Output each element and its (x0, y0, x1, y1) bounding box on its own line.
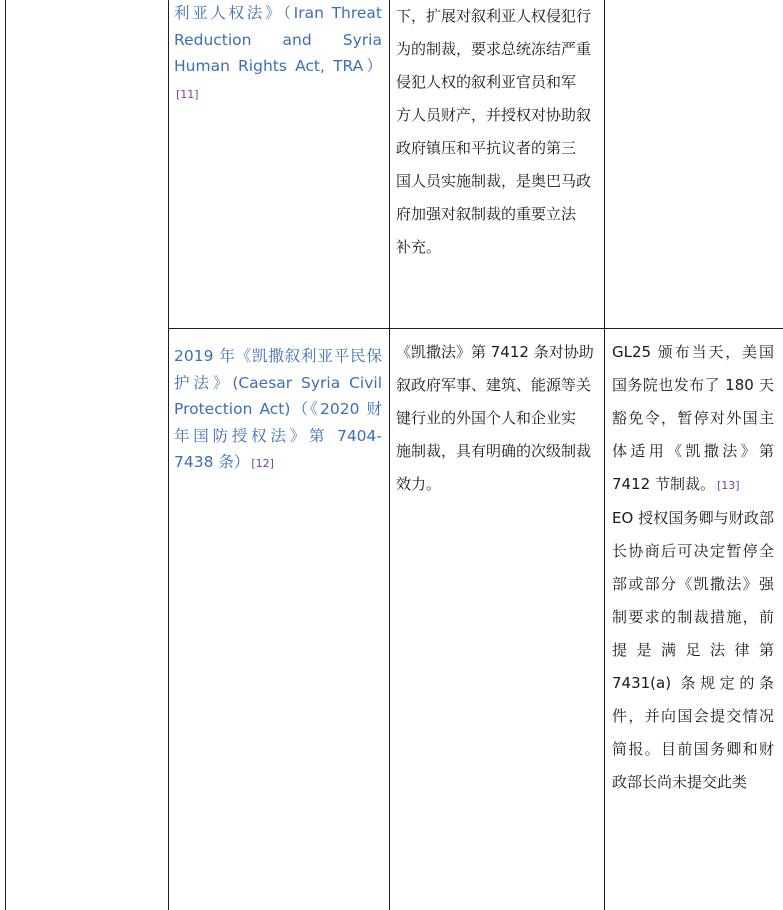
status-cell-bottom (612, 336, 774, 799)
law-name-text: 2019 年《凯撒叙利亚平民保护法》(Caesar Syria Civil Protection Act)（《2020 财年国防授权法》第 7404-7438 条） (174, 347, 382, 471)
content-line: 政府镇压和平抗议者的第三 (396, 139, 577, 157)
status-paragraph-2: EO 授权国务卿与财政部长协商后可决定暂停全部或部分《凯撒法》强制要求的制裁措施，前提是满足法律第 7431(a) 条规定的条件，并向国会提交情况简报。目前国务卿和财政部长尚未提交此类 (612, 509, 774, 791)
column-divider-1 (168, 0, 169, 910)
status-paragraph-1 (612, 336, 774, 502)
content-line: 下，扩展对叙利亚人权侵犯行 (396, 7, 592, 25)
content-line: 叙政府军事、建筑、能源等关 (396, 376, 592, 394)
law-name-text: 利亚人权法》（Iran Threat Reduction and Syria Human Rights Act, TRA） (174, 4, 382, 75)
law-name-cell-bottom (174, 343, 382, 478)
column-divider-3 (604, 0, 605, 910)
content-line: 《凯撒法》第 7412 条对协助 (396, 343, 594, 361)
content-cell-bottom (396, 336, 602, 501)
content-line: 国人员实施制裁，是奥巴马政 (396, 172, 592, 190)
content-line: 效力。 (396, 475, 442, 493)
content-line: 侵犯人权的叙利亚官员和军 (396, 73, 577, 91)
status-text-1: GL25 颁布当天，美国国务院也发布了 180 天豁免令，暂停对外国主体适用《凯撒法》第 7412 节制裁。 (612, 343, 774, 493)
row-divider (168, 328, 783, 329)
content-line: 键行业的外国个人和企业实 (396, 409, 577, 427)
law-name-cell-top (174, 0, 382, 108)
content-line: 补充。 (396, 238, 442, 256)
content-line: 方人员财产，并授权对协助叙 (396, 106, 592, 124)
column-divider-2 (389, 0, 390, 910)
content-line: 为的制裁，要求总统冻结严重 (396, 40, 592, 58)
table-border-left (5, 0, 6, 910)
footnote-ref[interactable]: [12] (251, 457, 274, 470)
content-cell-top (396, 0, 602, 264)
footnote-ref[interactable]: [13] (716, 479, 740, 492)
footnote-ref[interactable]: [11] (176, 87, 199, 101)
content-line: 施制裁，具有明确的次级制裁 (396, 442, 592, 460)
content-line: 府加强对叙制裁的重要立法 (396, 205, 577, 223)
